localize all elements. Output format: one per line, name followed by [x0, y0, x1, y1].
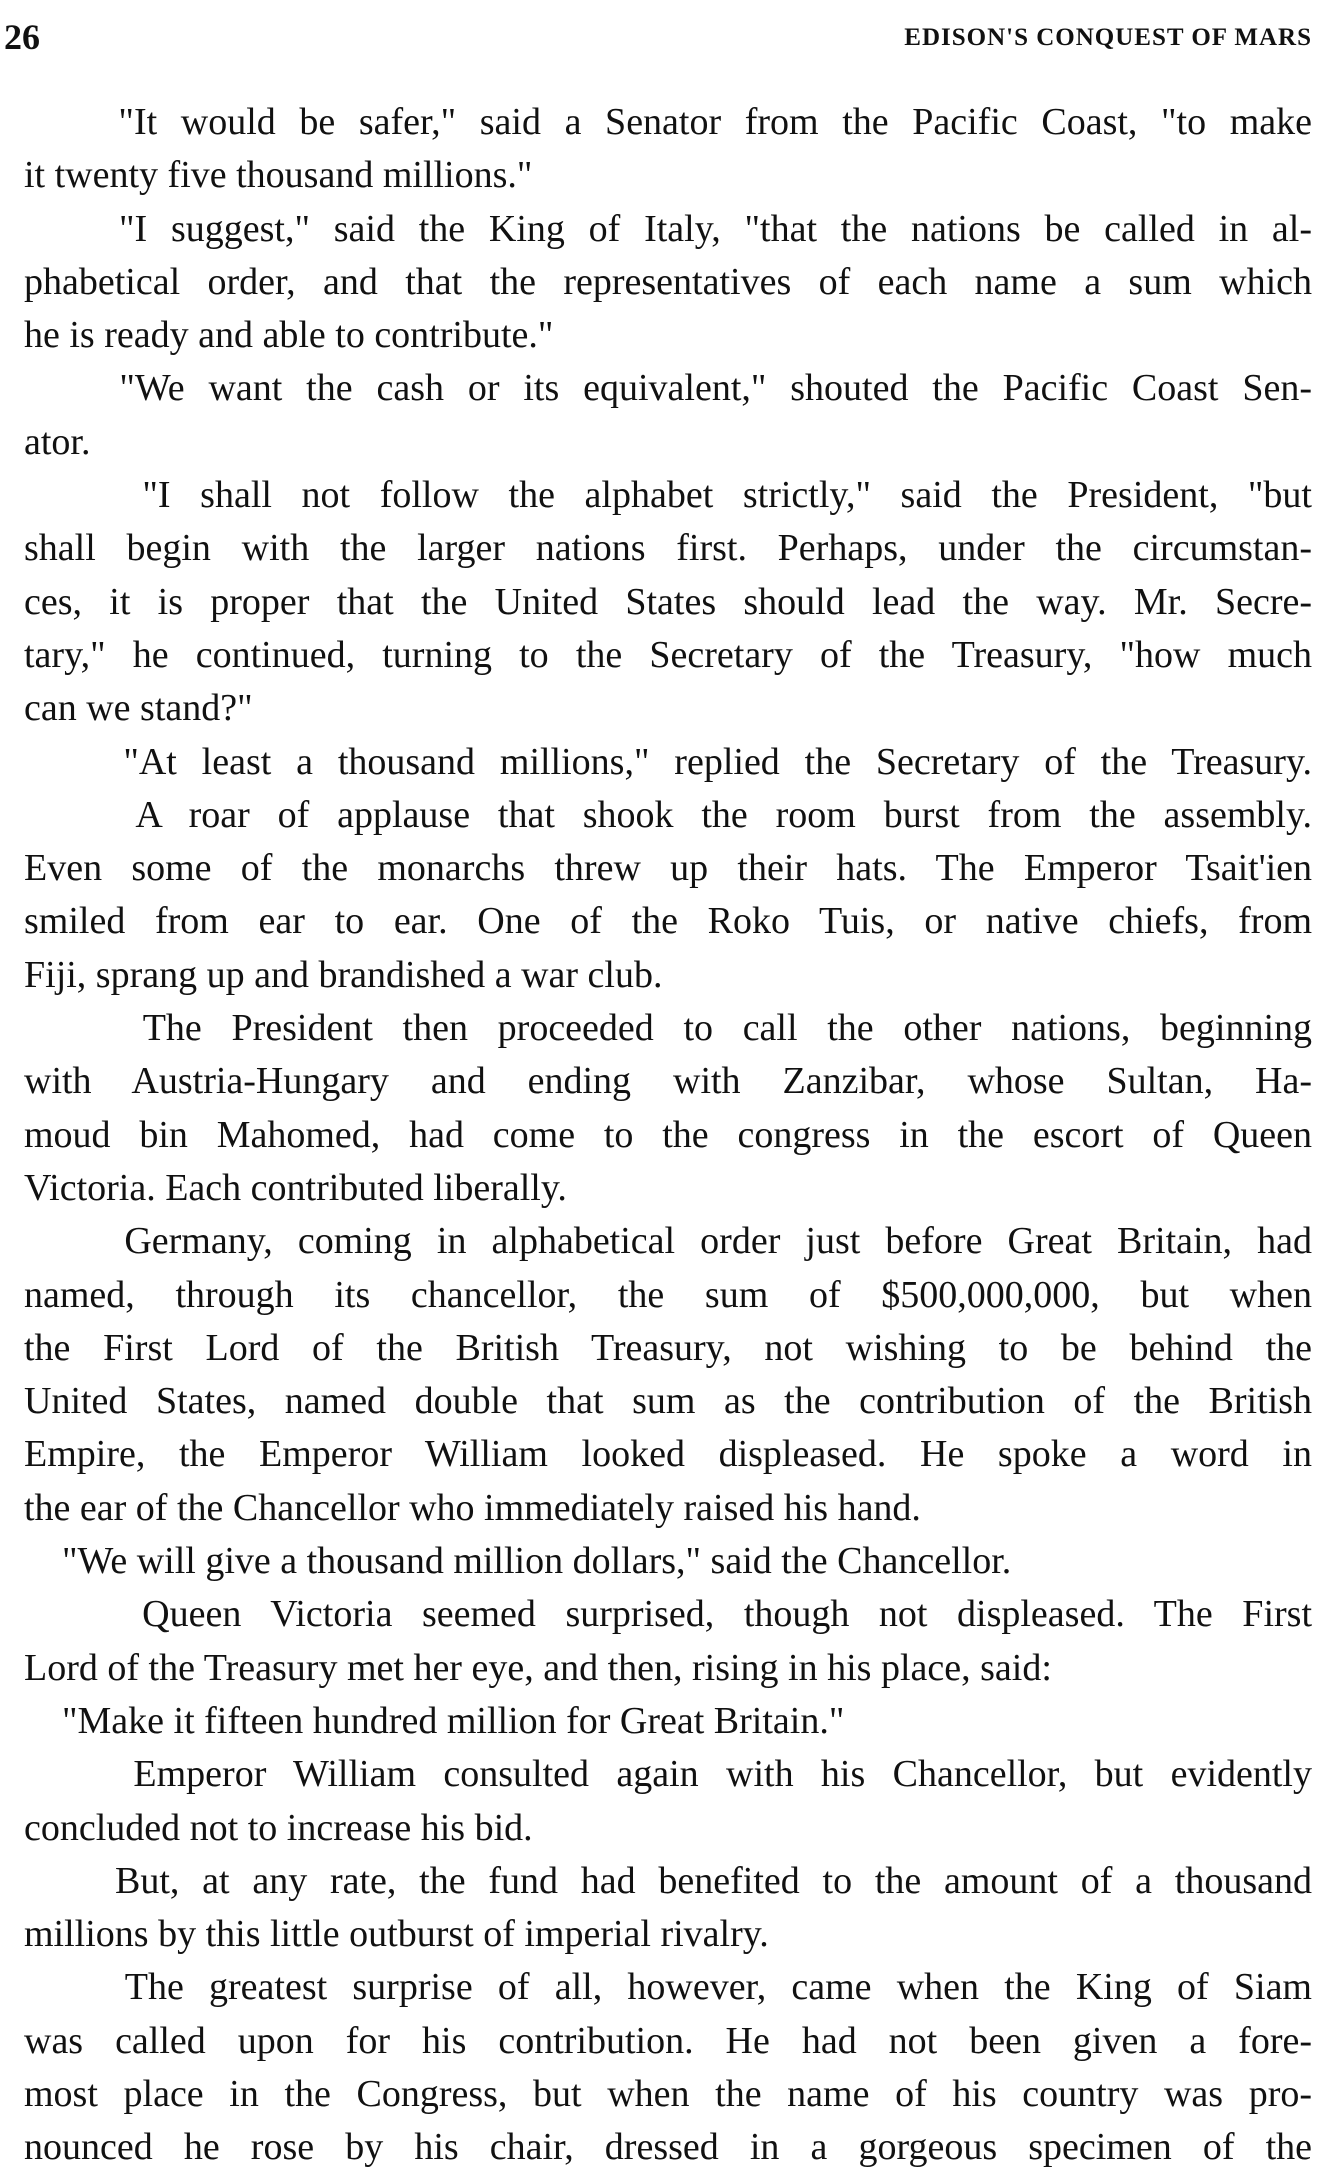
- text-line: Fiji, sprang up and brandished a war club.: [24, 953, 663, 996]
- text-line: Queen Victoria seemed surprised, though not displeased. The First: [24, 1593, 1312, 1636]
- body-text: [24, 96, 1312, 2175]
- running-title: EDISON'S CONQUEST OF MARS: [904, 24, 1312, 51]
- text-line: Lord of the Treasury met her eye, and then, rising in his place, said:: [24, 1646, 1052, 1689]
- text-line: the First Lord of the British Treasury, not wishing to be behind the: [24, 1326, 1312, 1369]
- text-line: can we stand?": [24, 687, 253, 730]
- text-line: "I shall not follow the alphabet strictly," said the President, "but: [24, 474, 1312, 517]
- text-line: Emperor William consulted again with his Chancellor, but evidently: [24, 1753, 1312, 1796]
- text-line: Even some of the monarchs threw up their hats. The Emperor Tsait'ien: [24, 847, 1312, 890]
- text-line: the ear of the Chancellor who immediately raised his hand.: [24, 1486, 921, 1529]
- text-line: phabetical order, and that the representatives of each name a sum which: [24, 260, 1312, 303]
- text-line: named, through its chancellor, the sum of $500,000,000, but when: [24, 1273, 1312, 1316]
- text-line: with Austria-Hungary and ending with Zanzibar, whose Sultan, Ha-: [24, 1060, 1312, 1103]
- text-line: millions by this little outburst of imperial rivalry.: [24, 1913, 769, 1956]
- text-line: tary," he continued, turning to the Secretary of the Treasury, "how much: [24, 633, 1312, 676]
- text-line: concluded not to increase his bid.: [24, 1806, 533, 1849]
- text-line: smiled from ear to ear. One of the Roko Tuis, or native chiefs, from: [24, 900, 1312, 943]
- running-head: [0, 14, 1312, 60]
- text-line: "I suggest," said the King of Italy, "that the nations be called in al-: [24, 207, 1312, 250]
- text-line: it twenty five thousand millions.": [24, 154, 533, 197]
- text-line: he is ready and able to contribute.": [24, 314, 554, 357]
- text-line: moud bin Mahomed, had come to the congress in the escort of Queen: [24, 1113, 1312, 1156]
- text-line: A roar of applause that shook the room burst from the assembly.: [24, 793, 1312, 836]
- text-line: ator.: [24, 420, 91, 463]
- text-line: "It would be safer," said a Senator from the Pacific Coast, "to make: [24, 101, 1312, 143]
- text-line: nounced he rose by his chair, dressed in a gorgeous specimen of the: [24, 2126, 1312, 2169]
- text-line: ces, it is proper that the United States should lead the way. Mr. Secre-: [24, 580, 1312, 623]
- page-number: 26: [4, 17, 40, 57]
- text-line: Empire, the Emperor William looked displeased. He spoke a word in: [24, 1433, 1312, 1476]
- text-line: Germany, coming in alphabetical order just before Great Britain, had: [24, 1220, 1312, 1263]
- text-line: "Make it fifteen hundred million for Great Britain.": [24, 1699, 845, 1742]
- text-line: was called upon for his contribution. He had not been given a fore-: [24, 2019, 1312, 2062]
- text-line: "We will give a thousand million dollars," said the Chancellor.: [24, 1540, 1012, 1583]
- text-line: United States, named double that sum as the contribution of the British: [24, 1380, 1312, 1423]
- text-line: But, at any rate, the fund had benefited to the amount of a thousand: [24, 1859, 1312, 1902]
- text-line: "At least a thousand millions," replied the Secretary of the Treasury.: [24, 740, 1312, 783]
- text-line: shall begin with the larger nations first. Perhaps, under the circumstan-: [24, 527, 1312, 570]
- text-line: "We want the cash or its equivalent," shouted the Pacific Coast Sen-: [24, 367, 1312, 410]
- text-line: The President then proceeded to call the other nations, beginning: [24, 1007, 1312, 1050]
- text-line: most place in the Congress, but when the name of his country was pro-: [24, 2072, 1312, 2115]
- text-line: The greatest surprise of all, however, came when the King of Siam: [24, 1966, 1312, 2009]
- text-line: Victoria. Each contributed liberally.: [24, 1166, 567, 1209]
